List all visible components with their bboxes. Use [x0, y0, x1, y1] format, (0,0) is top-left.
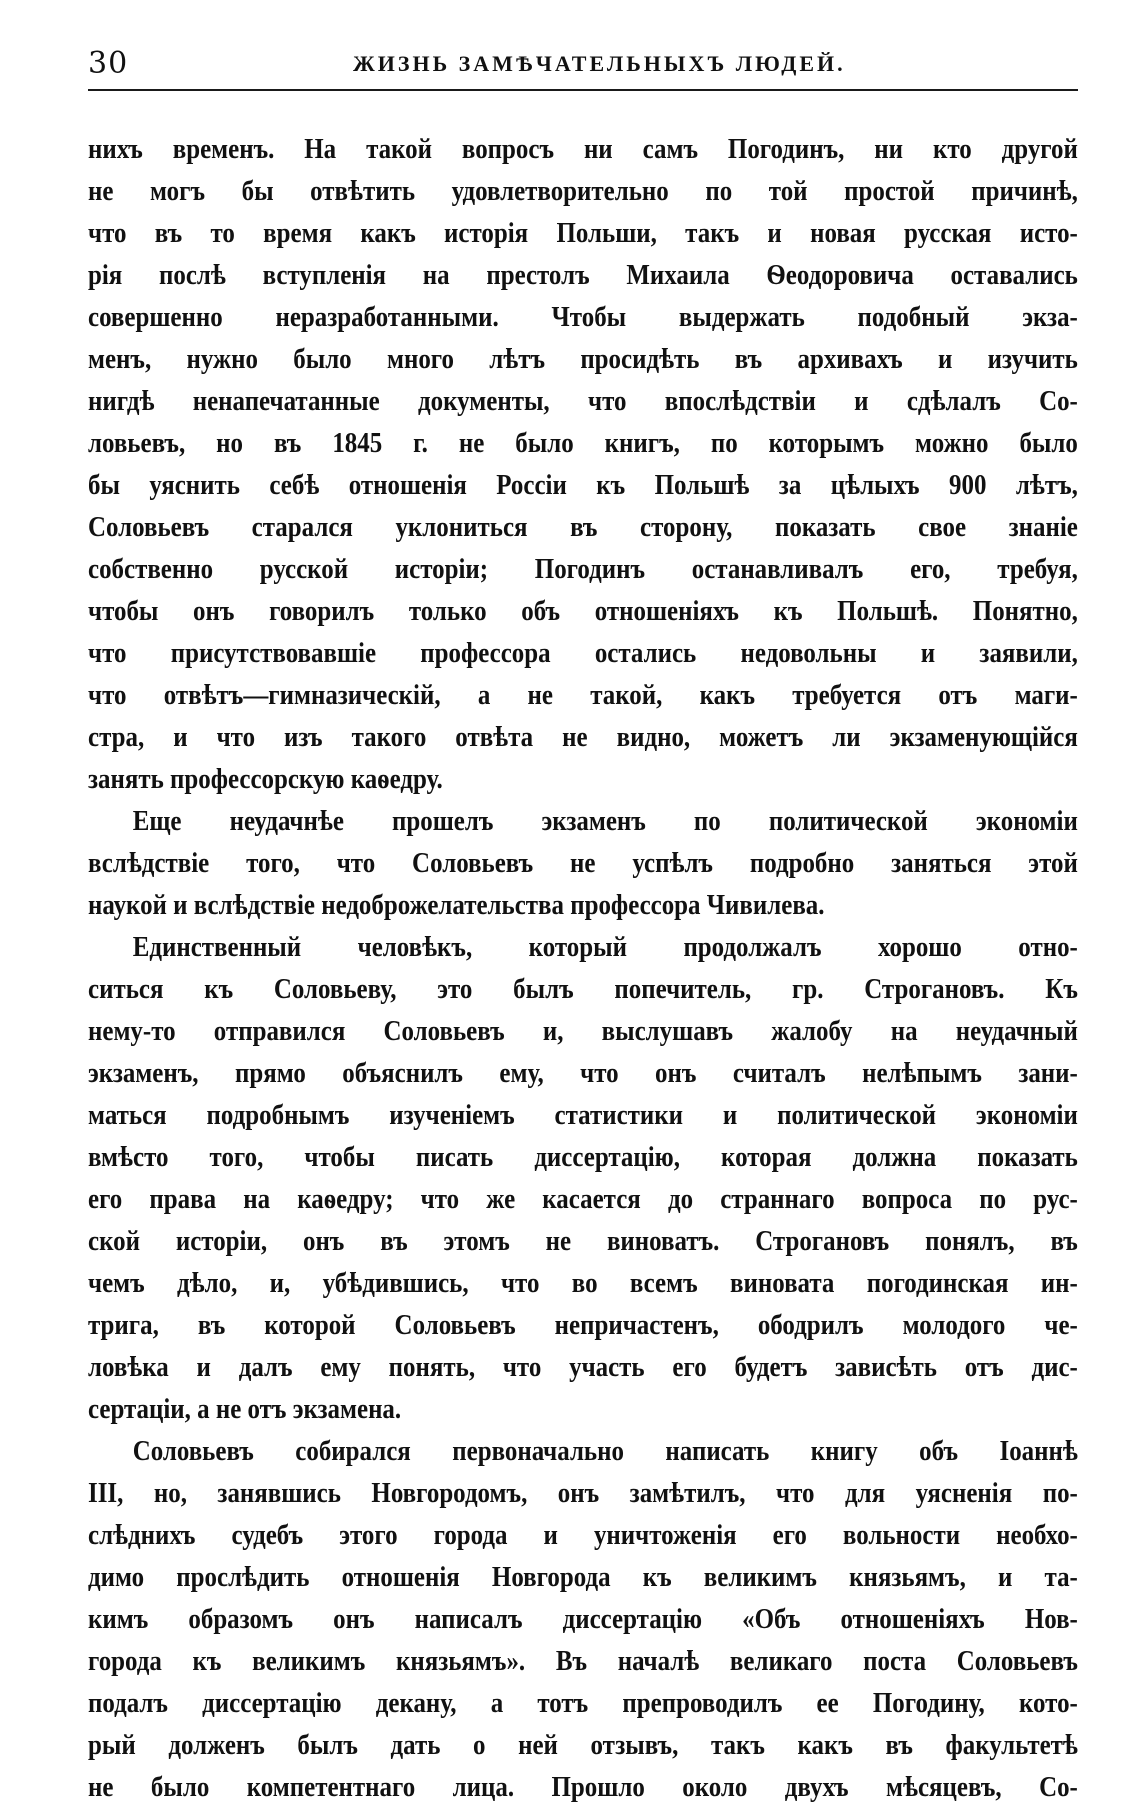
- text-line: ловѣка и далъ ему понять, что участь его будетъ зависѣть отъ дис-: [88, 1351, 1078, 1383]
- text-line: не было компетентнаго лица. Прошло около двухъ мѣсяцевъ, Со-: [88, 1771, 1078, 1803]
- text-line: трига, въ которой Соловьевъ непричастенъ, ободрилъ молодого че-: [88, 1309, 1078, 1341]
- text-line: бы уяснить себѣ отношенія Россіи къ Польшѣ за цѣлыхъ 900 лѣтъ,: [88, 469, 1078, 501]
- text-line: его права на каѳедру; что же касается до страннаго вопроса по рус-: [88, 1183, 1078, 1215]
- text-line: димо прослѣдить отношенія Новгорода къ великимъ князьямъ, и та-: [88, 1561, 1078, 1593]
- text-line: ситься къ Соловьеву, это былъ попечитель, гр. Строгановъ. Къ: [88, 973, 1078, 1005]
- header-rule: [88, 89, 1078, 91]
- text-line: Еще неудачнѣе прошелъ экзаменъ по политической экономіи: [132, 805, 1078, 837]
- text-line: III, но, занявшись Новгородомъ, онъ замѣтилъ, что для уясненія по-: [88, 1477, 1078, 1509]
- text-line: занять профессорскую каѳедру.: [88, 763, 443, 795]
- text-line: не могъ бы отвѣтить удовлетворительно по той простой причинѣ,: [88, 175, 1078, 207]
- text-line: нихъ временъ. На такой вопросъ ни самъ Погодинъ, ни кто другой: [88, 133, 1078, 165]
- text-line: чемъ дѣло, и, убѣдившись, что во всемъ виновата погодинская ин-: [88, 1267, 1078, 1299]
- text-line: вмѣсто того, чтобы писать диссертацію, которая должна показать: [88, 1141, 1078, 1173]
- text-line: рія послѣ вступленія на престолъ Михаила Ѳеодоровича оставались: [88, 259, 1078, 291]
- text-line: кимъ образомъ онъ написалъ диссертацію «Объ отношеніяхъ Нов-: [88, 1603, 1078, 1635]
- text-line: что въ то время какъ исторія Польши, такъ и новая русская исто-: [88, 217, 1078, 249]
- text-line: слѣднихъ судебъ этого города и уничтоженія его вольности необхо-: [88, 1519, 1078, 1551]
- text-line: маться подробнымъ изученіемъ статистики и политической экономіи: [88, 1099, 1078, 1131]
- text-line: собственно русской исторіи; Погодинъ останавливалъ его, требуя,: [88, 553, 1078, 585]
- text-line: нигдѣ ненапечатанные документы, что впослѣдствіи и сдѣлалъ Со-: [88, 385, 1078, 417]
- text-line: подалъ диссертацію декану, а тотъ препроводилъ ее Погодину, кото-: [88, 1687, 1078, 1719]
- text-line: наукой и вслѣдствіе недоброжелательства профессора Чивилева.: [88, 889, 825, 921]
- text-line: города къ великимъ князьямъ». Въ началѣ великаго поста Соловьевъ: [88, 1645, 1078, 1677]
- page-number: 30: [88, 46, 129, 81]
- text-line: вслѣдствіе того, что Соловьевъ не успѣлъ подробно заняться этой: [88, 847, 1078, 879]
- text-line: экзаменъ, прямо объяснилъ ему, что онъ считалъ нелѣпымъ зани-: [88, 1057, 1078, 1089]
- running-title: ЖИЗНЬ ЗАМѢЧАТЕЛЬНЫХЪ ЛЮДЕЙ.: [353, 51, 846, 76]
- text-line: стра, и что изъ такого отвѣта не видно, можетъ ли экзаменующійся: [88, 721, 1078, 753]
- text-line: что присутствовавшіе профессора остались недовольны и заявили,: [88, 637, 1078, 669]
- text-line: менъ, нужно было много лѣтъ просидѣть въ архивахъ и изучить: [88, 343, 1078, 375]
- page-header: [88, 44, 1078, 84]
- text-line: совершенно неразработанными. Чтобы выдержать подобный экза-: [88, 301, 1078, 333]
- text-line: чтобы онъ говорилъ только объ отношеніяхъ къ Польшѣ. Понятно,: [88, 595, 1078, 627]
- text-line: Соловьевъ старался уклониться въ сторону, показать свое знаніе: [88, 511, 1078, 543]
- text-line: Соловьевъ собирался первоначально написать книгу объ Іоаннѣ: [132, 1435, 1078, 1467]
- text-line: ловьевъ, но въ 1845 г. не было книгъ, по которымъ можно было: [88, 427, 1078, 459]
- body-text: [88, 128, 1078, 1808]
- text-line: нему-то отправился Соловьевъ и, выслушавъ жалобу на неудачный: [88, 1015, 1078, 1047]
- text-line: сертаціи, а не отъ экзамена.: [88, 1393, 402, 1425]
- text-line: ской исторіи, онъ въ этомъ не виноватъ. Строгановъ понялъ, въ: [88, 1225, 1078, 1257]
- text-line: рый долженъ былъ дать о ней отзывъ, такъ какъ въ факультетѣ: [88, 1729, 1078, 1761]
- text-line: что отвѣтъ—гимназическій, а не такой, какъ требуется отъ маги-: [88, 679, 1078, 711]
- text-line: Единственный человѣкъ, который продолжалъ хорошо отно-: [132, 931, 1078, 963]
